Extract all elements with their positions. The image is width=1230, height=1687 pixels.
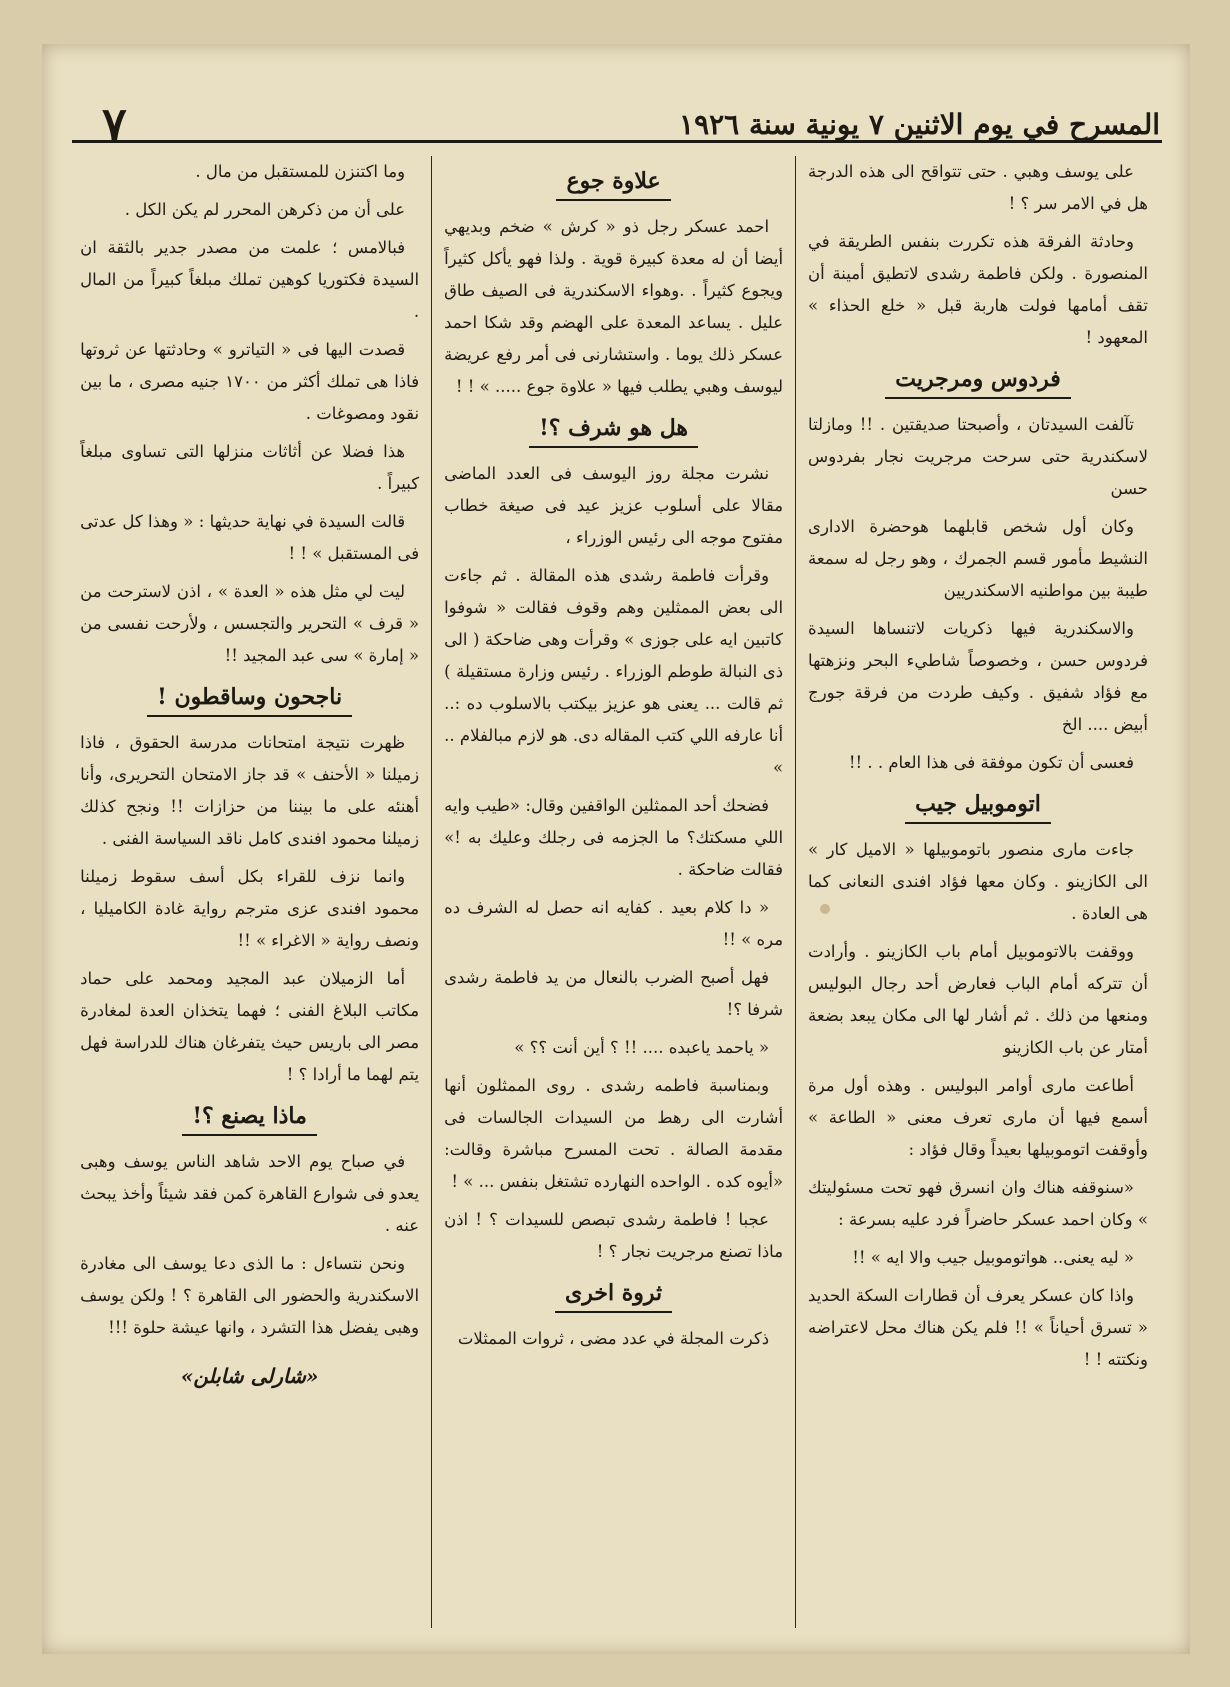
paragraph: جاءت مارى منصور باتوموبيلها « الاميل كار » الى الكازينو . وكان معها فؤاد افندى النعانى كما هى العادة .	[808, 840, 1148, 923]
paragraph: «سنوقفه هناك وان انسرق فهو تحت مسئوليتك » وكان احمد عسكر حاضراً فرد عليه بسرعة :	[808, 1178, 1148, 1229]
paragraph: أطاعت مارى أوامر البوليس . وهذه أول مرة أسمع فيها أن مارى تعرف معنى « الطاعة » وأوقفت اتوموبيلها بعيداً وقال فؤاد :	[808, 1076, 1148, 1159]
section-heading	[808, 791, 1148, 824]
paragraph: قالت السيدة في نهاية حديثها : « وهذا كل عدتى فى المستقبل » ! !	[80, 512, 420, 563]
section-heading	[444, 168, 783, 201]
paragraph: ظهرت نتيجة امتحانات مدرسة الحقوق ، فاذا زميلنا « الأحنف » قد جاز الامتحان التحريرى، وأنا أهنئه على ما بيننا من حزازات !! ونجح كذلك زميلنا محمود افندى كامل ناقد السياسة الفنى .	[80, 733, 420, 848]
column-middle	[432, 156, 796, 1628]
section-heading-text: هل هو شرف ؟!	[529, 415, 698, 448]
paragraph: فبالامس ؛ علمت من مصدر جدير بالثقة ان السيدة فكتوريا كوهين تملك مبلغاً كبيراً من المال .	[80, 238, 420, 321]
paragraph: « دا كلام بعيد . كفايه انه حصل له الشرف ده مره » !!	[444, 898, 784, 949]
paragraph: والاسكندرية فيها ذكريات لاتنساها السيدة فردوس حسن ، وخصوصاً شاطيء البحر ونزهتها مع فؤاد شفيق . وكيف طردت من فرقة جورج أبيض .... الخ	[808, 619, 1148, 734]
paragraph: على أن من ذكرهن المحرر لم يكن الكل .	[124, 200, 406, 219]
paragraph: عجبا ! فاطمة رشدى تبصص للسيدات ؟ ! اذن ماذا تصنع مرجريت نجار ؟ !	[444, 1210, 784, 1261]
page-number: ٧	[102, 97, 127, 151]
section-heading	[80, 1103, 419, 1136]
paper-stain	[820, 904, 830, 914]
paragraph: وكان أول شخص قابلهما هوحضرة الادارى النشيط مأمور قسم الجمرك ، وهو رجل له سمعة طيبة بين مواطنيه الاسكندريين	[808, 517, 1148, 600]
paragraph: أما الزميلان عبد المجيد ومحمد على حماد مكاتب البلاغ الفنى ؛ فهما يتخذان العدة لمغادرة مصر الى باريس حيث يتفرغان هناك للدراسة فهل يتم لهما ما أرادا ؟ !	[80, 969, 420, 1084]
author-signature: «شارلى شابلن»	[180, 1364, 319, 1388]
paragraph: وحادثة الفرقة هذه تكررت بنفس الطريقة في المنصورة . ولكن فاطمة رشدى لاتطيق أمينة أن تقف أمامها فولت هاربة قبل « خلع الحذاء » المعهود !	[808, 232, 1148, 347]
section-heading-text: ماذا يصنع ؟!	[182, 1103, 317, 1136]
column-right	[796, 156, 1160, 1628]
section-heading	[444, 415, 783, 448]
paragraph: قصدت اليها فى « التياترو » وحادثتها عن ثروتها فاذا هى تملك أكثر من ١٧٠٠ جنيه مصرى ، ما بين نقود ومصوغات .	[80, 340, 420, 423]
paragraph: « ياحمد ياعبده .... !! ؟ أين أنت ؟؟ »	[514, 1038, 770, 1057]
paragraph: في صباح يوم الاحد شاهد الناس يوسف وهبى يعدو فى شوارع القاهرة كمن فقد شيئاً وأخذ يبحث عنه .	[80, 1152, 420, 1235]
paragraph: « ليه يعنى.. هواتوموبيل جيب والا ايه » !!	[852, 1248, 1134, 1267]
paragraph: فضحك أحد الممثلين الواقفين وقال: «طيب وايه اللي مسكتك؟ ما الجزمه فى رجلك وعليك به !» فقالت ضاحكة .	[444, 796, 784, 879]
page-header	[72, 92, 1160, 156]
paragraph: على يوسف وهبي . حتى تتواقح الى هذه الدرجة هل في الامر سر ؟ !	[808, 162, 1148, 213]
section-heading	[444, 1280, 783, 1313]
article-columns	[68, 156, 1160, 1628]
paragraph: فعسى أن تكون موفقة فى هذا العام . . !!	[848, 753, 1134, 772]
section-heading-text: ناجحون وساقطون !	[147, 684, 352, 717]
header-rule	[72, 140, 1162, 143]
paragraph: وبمناسبة فاطمه رشدى . روى الممثلون أنها أشارت الى رهط من السيدات الجالسات فى مقدمة الصالة . تحت المسرح مباشرة وقالت: «أيوه كده . الواحده النهارده تشتغل بنفس ... » !	[444, 1076, 784, 1191]
paragraph: وقرأت فاطمة رشدى هذه المقالة . ثم جاءت الى بعض الممثلين وهم وقوف فقالت « شوفوا كاتبين ايه على جوزى » وقرأت وهى ضاحكة ( الى ذى النبالة طوطم الوزراء . رئيس وزارة مستقيلة ) ثم قالت ... يعنى هو عزيز بيكتب بالاسلوب ده :.. أنا عارفه اللي كتب المقاله دى. هو لازم مبالفلام .. »	[444, 566, 784, 777]
section-heading-text: ثروة اخرى	[555, 1280, 672, 1313]
section-heading	[80, 684, 419, 717]
paragraph: ونحن نتساءل : ما الذى دعا يوسف الى مغادرة الاسكندرية والحضور الى القاهرة ؟ ! ولكن يوسف وهبى يفضل هذا التشرد ، وانها عيشة حلوة !!!	[80, 1254, 420, 1337]
paragraph: فهل أصبح الضرب بالنعال من يد فاطمة رشدى شرفا ؟!	[444, 968, 784, 1019]
paragraph: وانما نزف للقراء بكل أسف سقوط زميلنا محمود افندى عزى مترجم رواية غادة الكاميليا ، ونصف رواية « الاغراء » !!	[80, 867, 420, 950]
paragraph: احمد عسكر رجل ذو « كرش » ضخم وبديهي أيضا أن له معدة كبيرة قوية . ولذا فهو يأكل كثيراً ويجوع كثيراً . .وهواء الاسكندرية فى الصيف طاق عليل . يساعد المعدة على الهضم وقد شكا احمد عسكر ذلك يوما . واستشارنى فى أمر رفع عريضة ليوسف وهبي يطلب فيها « علاوة جوع ..... » ! !	[444, 217, 784, 396]
section-heading-text: علاوة جوع	[556, 168, 670, 201]
section-heading	[808, 366, 1148, 399]
paragraph: هذا فضلا عن أثاثات منزلها التى تساوى مبلغاً كبيراً .	[80, 442, 420, 493]
paragraph: واذا كان عسكر يعرف أن قطارات السكة الحديد « تسرق أحياناً » !! فلم يكن هناك محل لاعتراضه ونكتته ! !	[808, 1286, 1148, 1369]
newspaper-page	[42, 44, 1190, 1654]
column-left	[68, 156, 432, 1628]
paragraph: تآلفت السيدتان ، وأصبحتا صديقتين . !! ومازلتا لاسكندرية حتى سرحت مرجريت نجار بفردوس حسن	[808, 415, 1148, 498]
section-heading-text: فردوس ومرجريت	[885, 366, 1071, 399]
header-title: المسرح في يوم الاثنين ٧ يونية سنة ١٩٢٦	[679, 107, 1160, 141]
paragraph: ذكرت المجلة في عدد مضى ، ثروات الممثلات	[457, 1329, 770, 1348]
paragraph: نشرت مجلة روز اليوسف فى العدد الماضى مقالا على أسلوب عزيز عيد فى صيغة خطاب مفتوح موجه الى رئيس الوزراء ،	[444, 464, 784, 547]
paragraph: وما اكتنزن للمستقبل من مال .	[195, 162, 406, 181]
section-heading-text: اتوموبيل جيب	[905, 791, 1051, 824]
paragraph: ليت لي مثل هذه « العدة » ، اذن لاسترحت من « قرف » التحرير والتجسس ، ولأرحت نفسى من « إمارة » سى عبد المجيد !!	[80, 582, 420, 665]
paragraph: ووقفت بالاتوموبيل أمام باب الكازينو . وأرادت أن تتركه أمام الباب فعارض أحد رجال البوليس ومنعها من ذلك . ثم أشار لها الى مكان يبعد بضعة أمتار عن باب الكازينو	[808, 942, 1148, 1057]
